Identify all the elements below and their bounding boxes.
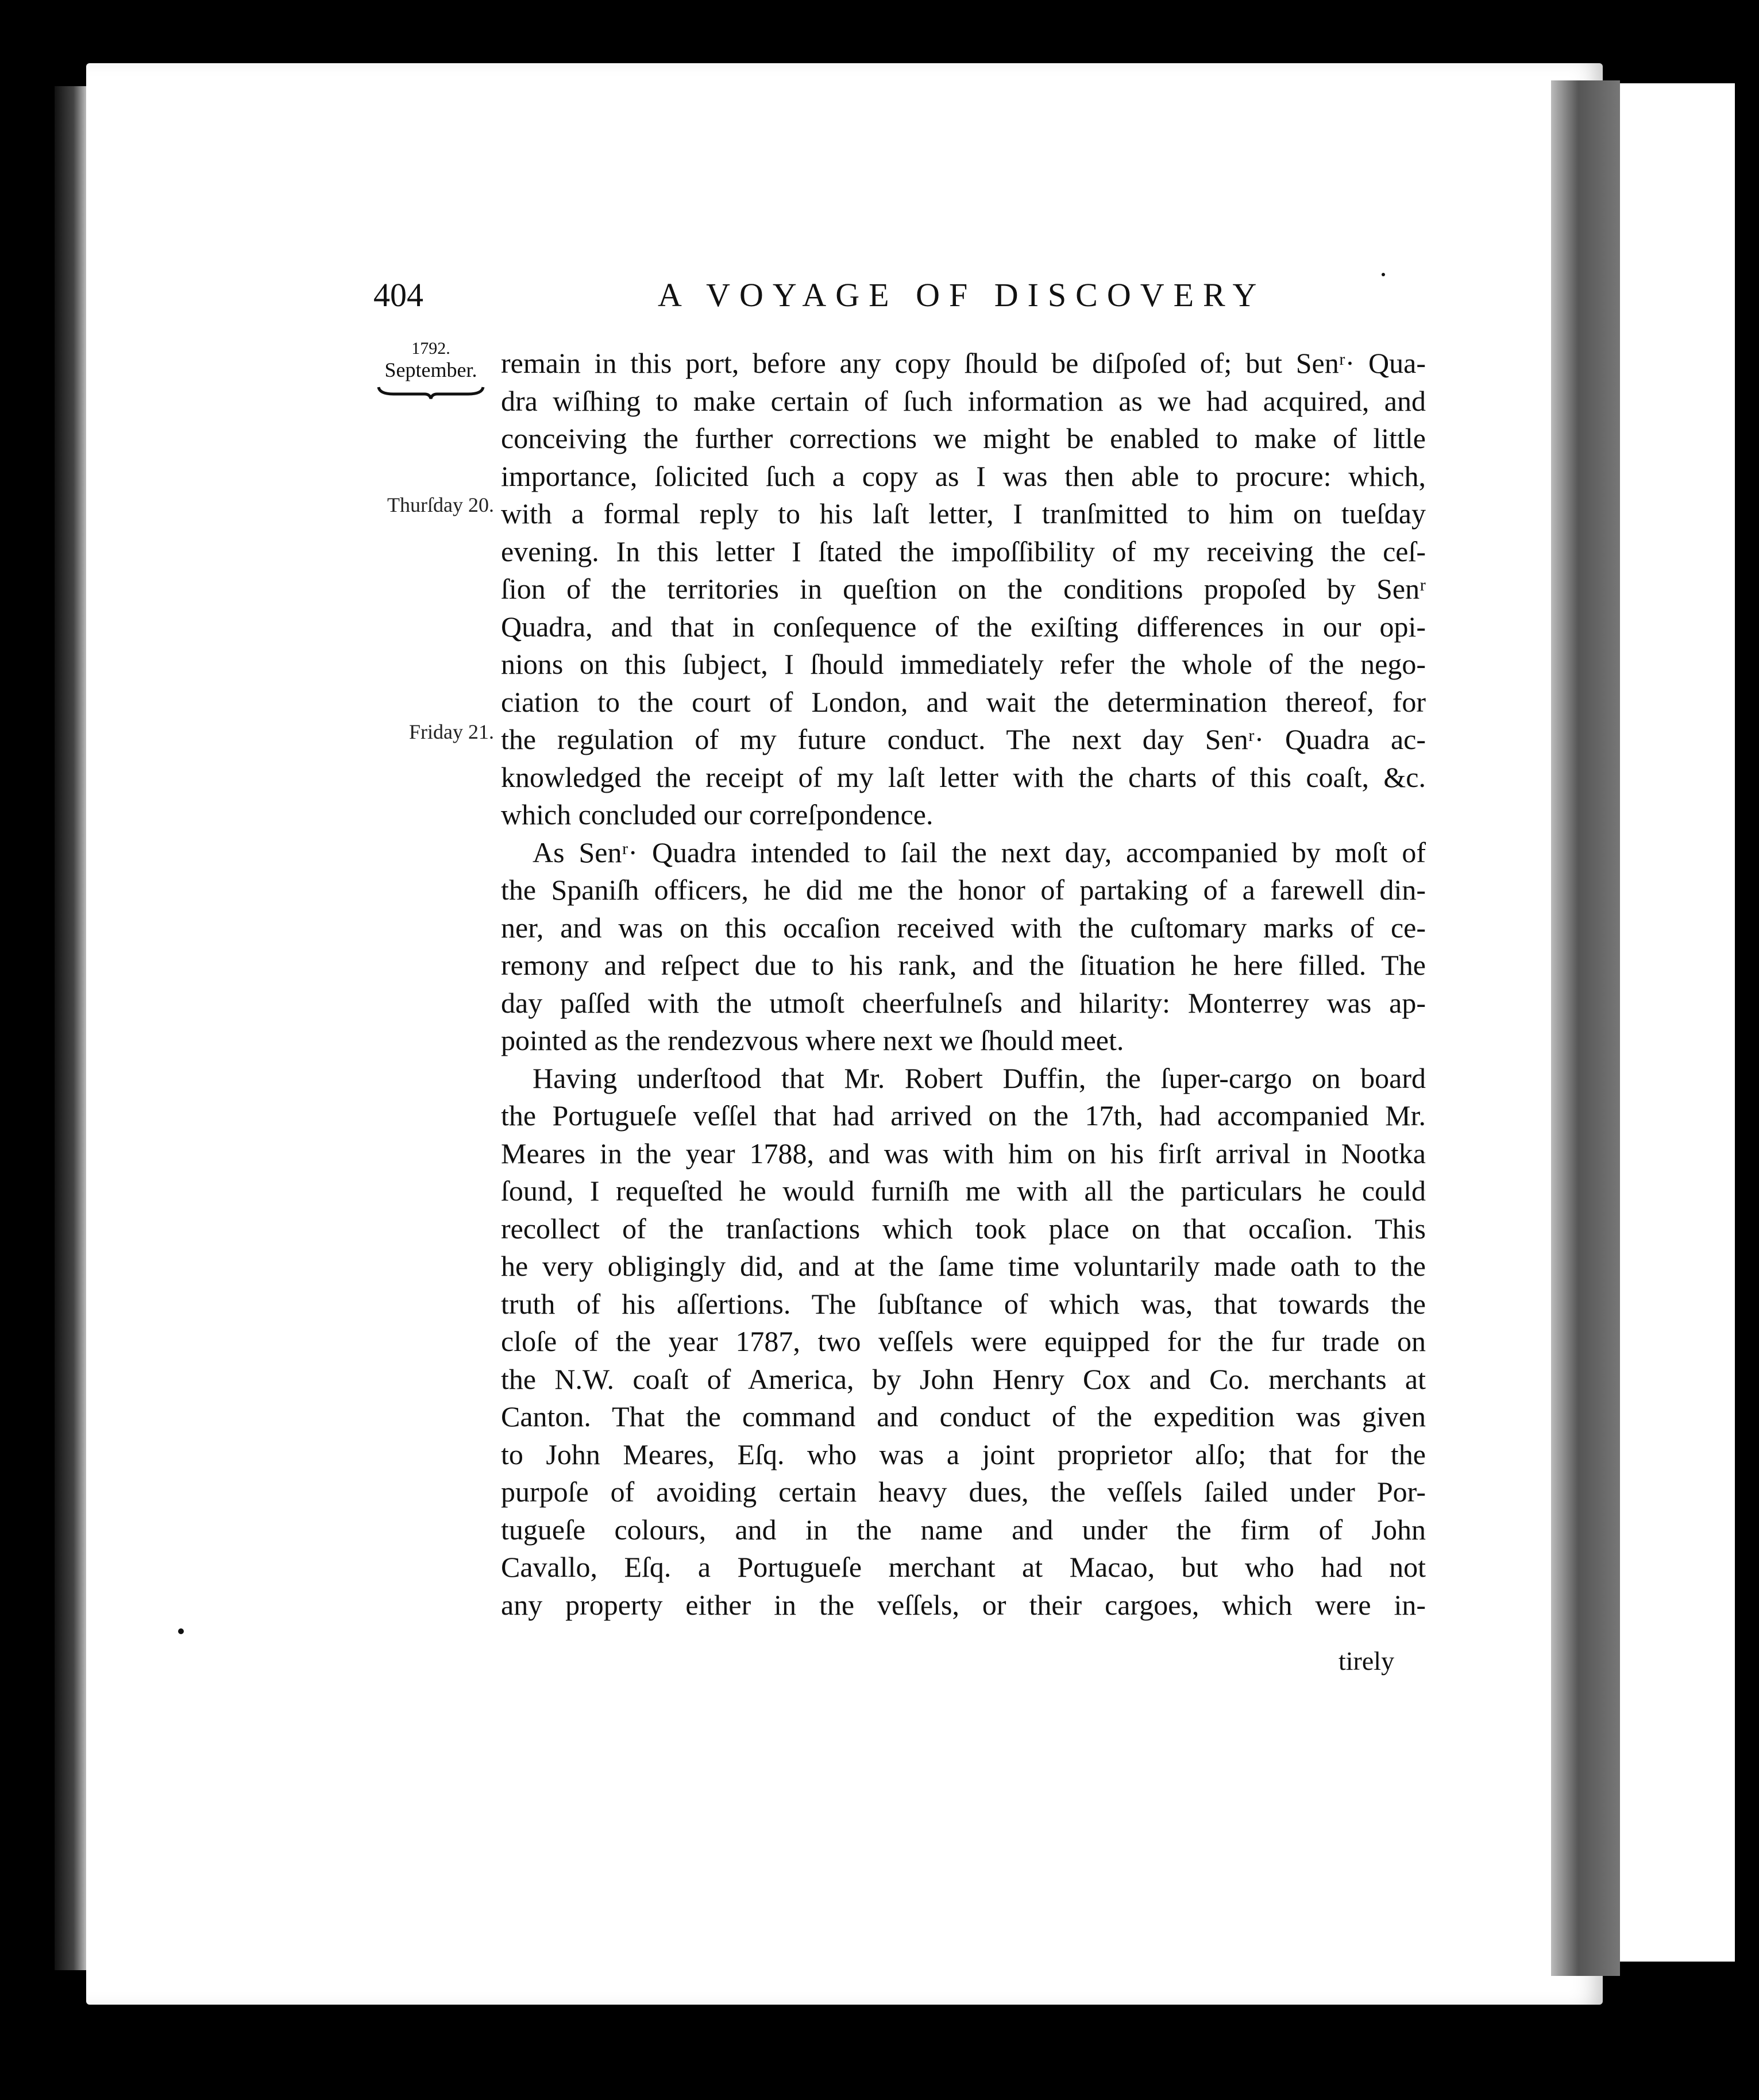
catchword: tirely [1338, 1646, 1395, 1676]
text-line: ſion of the territories in queſtion on the conditions propoſed by Senʳ [501, 573, 1426, 605]
brace-icon [376, 385, 485, 400]
text-line: cloſe of the year 1787, two veſſels were equipped for the fur trade on [501, 1325, 1426, 1357]
text-line: recollect of the tranſactions which took place on that occaſion. This [501, 1212, 1426, 1245]
text-line: the regulation of my future conduct. The next day Senʳ· Quadra ac- [501, 723, 1426, 755]
text-line: Having underſtood that Mr. Robert Duffin, the ſuper-cargo on board [533, 1061, 1426, 1094]
body-text [501, 345, 1426, 1624]
text-line: Quadra, and that in conſequence of the exiſting differences in our opi- [501, 610, 1426, 643]
book-fore-edge [55, 86, 86, 1970]
page-number: 404 [373, 276, 423, 314]
text-line: ciation to the court of London, and wait the determination thereof, for [501, 685, 1426, 718]
text-line: which concluded our correſpondence. [501, 798, 933, 831]
text-line: the Spaniſh officers, he did me the honor of partaking of a farewell din- [501, 874, 1426, 906]
text-line: remain in this port, before any copy ſhould be diſpoſed of; but Senʳ· Qua- [501, 347, 1426, 379]
text-line: day paſſed with the utmoſt cheerfulneſs and hilarity: Monterrey was ap- [501, 986, 1426, 1019]
margin-note-thursday: Thurſday 20. [387, 493, 494, 516]
text-line: nions on this ſubject, I ſhould immediately refer the whole of the nego- [501, 648, 1426, 680]
margin-year: 1792. [411, 339, 450, 358]
facing-page-edge [1620, 83, 1735, 1962]
text-line: conceiving the further corrections we might be enabled to make of little [501, 422, 1426, 454]
text-line: he very obligingly did, and at the ſame time voluntarily made oath to the [501, 1250, 1426, 1282]
text-line: dra wiſhing to make certain of ſuch information as we had acquired, and [501, 384, 1426, 417]
text-line: importance, ſolicited ſuch a copy as I was then able to procure: which, [501, 460, 1426, 492]
text-line: the Portugueſe veſſel that had arrived on the 17th, had accompanied Mr. [501, 1099, 1426, 1132]
text-line: Meares in the year 1788, and was with him on his firſt arrival in Nootka [501, 1137, 1426, 1169]
text-line: purpoſe of avoiding certain heavy dues, the veſſels ſailed under Por- [501, 1476, 1426, 1508]
margin-note-friday: Friday 21. [409, 720, 494, 743]
text-line: As Senʳ· Quadra intended to ſail the next day, accompanied by moſt of [533, 836, 1426, 868]
text-line: evening. In this letter I ſtated the impoſſibility of my receiving the ceſ- [501, 535, 1426, 568]
book-gutter [1551, 80, 1620, 1976]
text-line: Canton. That the command and conduct of the expedition was given [501, 1400, 1426, 1433]
margin-month: September. [384, 358, 477, 381]
text-line: knowledged the receipt of my laſt letter with the charts of this coaſt, &c. [501, 761, 1426, 793]
text-line: ner, and was on this occaſion received with the cuſtomary marks of ce- [501, 911, 1426, 944]
text-line: tugueſe colours, and in the name and under the firm of John [501, 1513, 1426, 1546]
ink-speck [178, 1628, 184, 1634]
text-line: truth of his aſſertions. The ſubſtance of which was, that towards the [501, 1287, 1426, 1320]
text-line: remony and reſpect due to his rank, and the ſituation he here filled. The [501, 949, 1426, 981]
running-head: A VOYAGE OF DISCOVERY [658, 276, 1266, 314]
ink-speck [1382, 273, 1385, 276]
text-line: any property either in the veſſels, or their cargoes, which were in- [501, 1588, 1426, 1621]
text-line: Cavallo, Eſq. a Portugueſe merchant at Macao, but who had not [501, 1551, 1426, 1583]
margin-date [368, 339, 494, 400]
text-line: pointed as the rendezvous where next we ſhould meet. [501, 1024, 1124, 1056]
text-line: to John Meares, Eſq. who was a joint proprietor alſo; that for the [501, 1438, 1426, 1470]
text-line: the N.W. coaſt of America, by John Henry Cox and Co. merchants at [501, 1362, 1426, 1395]
text-line: with a formal reply to his laſt letter, I tranſmitted to him on tueſday [501, 497, 1426, 530]
text-line: ſound, I requeſted he would furniſh me with all the particulars he could [501, 1175, 1426, 1207]
